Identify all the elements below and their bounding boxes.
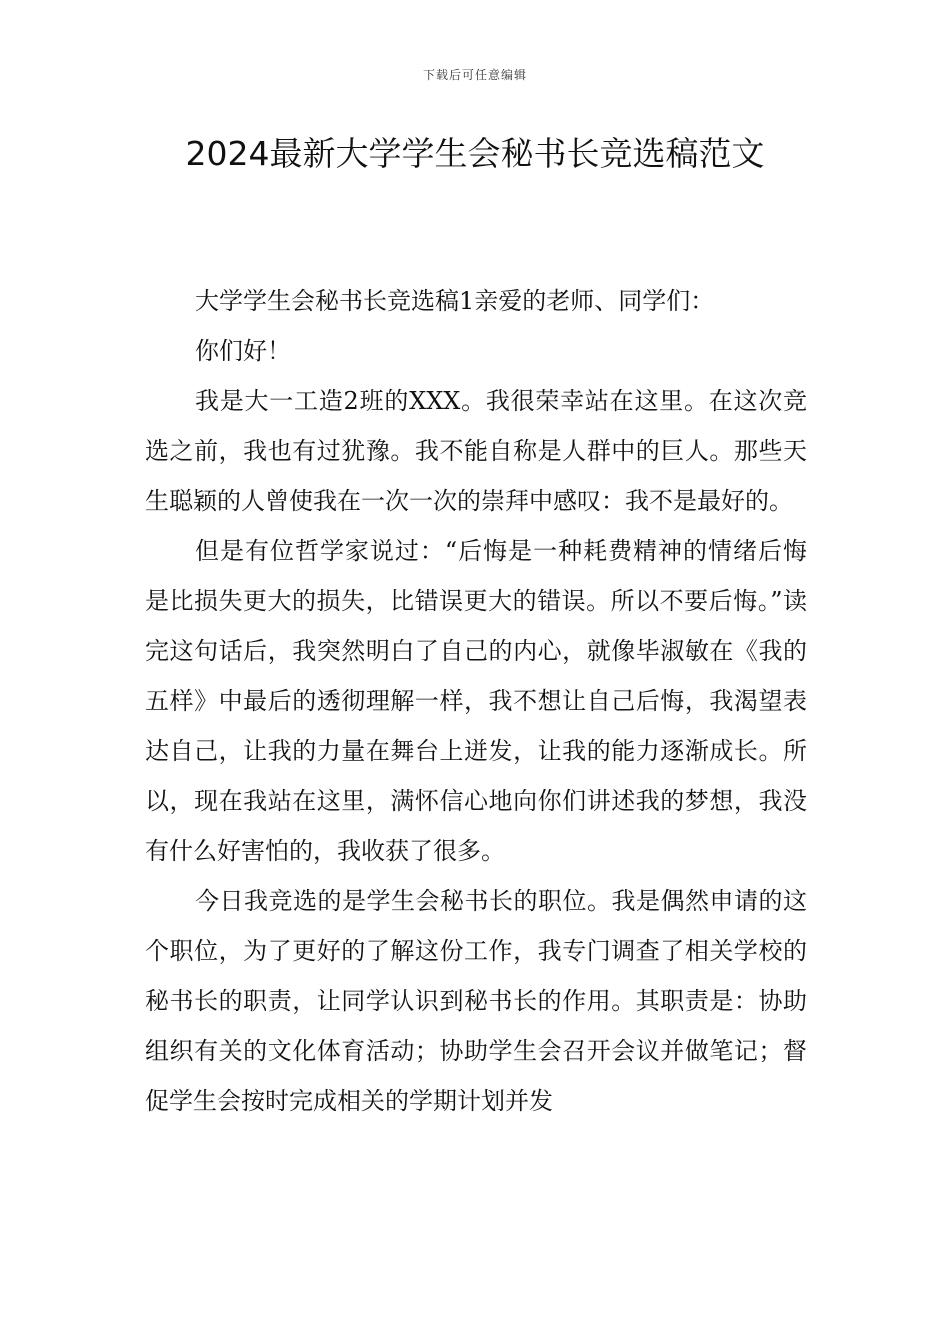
header-note: 下载后可任意编辑 (422, 68, 527, 82)
paragraph-1: 大学学生会秘书长竞选稿1亲爱的老师、同学们： (195, 287, 715, 315)
paragraph-2: 你们好！ (195, 337, 291, 365)
paragraph-5: 今日我竞选的是学生会秘书长的职位。我是偶然申请的这个职位，为了更好的了解这份工作，我专门调查了相关学校的秘书长的职责，让同学认识到秘书长的作用。其职责是：协助组织有关的文化体育活动；协助学生会召开会议并做笔记；督促学生会按时完成相关的学期计划并发 (145, 887, 807, 1115)
document-body (145, 276, 807, 1126)
paragraph-4: 但是有位哲学家说过：“后悔是一种耗费精神的情绪后悔是比损失更大的损失，比错误更大的错误。所以不要后悔。”读完这句话后，我突然明白了自己的内心，就像毕淑敏在《我的五样》中最后的透彻理解一样，我不想让自己后悔，我渴望表达自己，让我的力量在舞台上迸发，让我的能力逐渐成长。所以，现在我站在这里，满怀信心地向你们讲述我的梦想，我没有什么好害怕的，我收获了很多。 (145, 537, 807, 865)
paragraph-3: 我是大一工造2班的XXX。我很荣幸站在这里。在这次竞选之前，我也有过犹豫。我不能自称是人群中的巨人。那些天生聪颖的人曾使我在一次一次的崇拜中感叹：我不是最好的。 (145, 387, 807, 515)
document-title: 2024最新大学学生会秘书长竞选稿范文 (185, 134, 765, 173)
